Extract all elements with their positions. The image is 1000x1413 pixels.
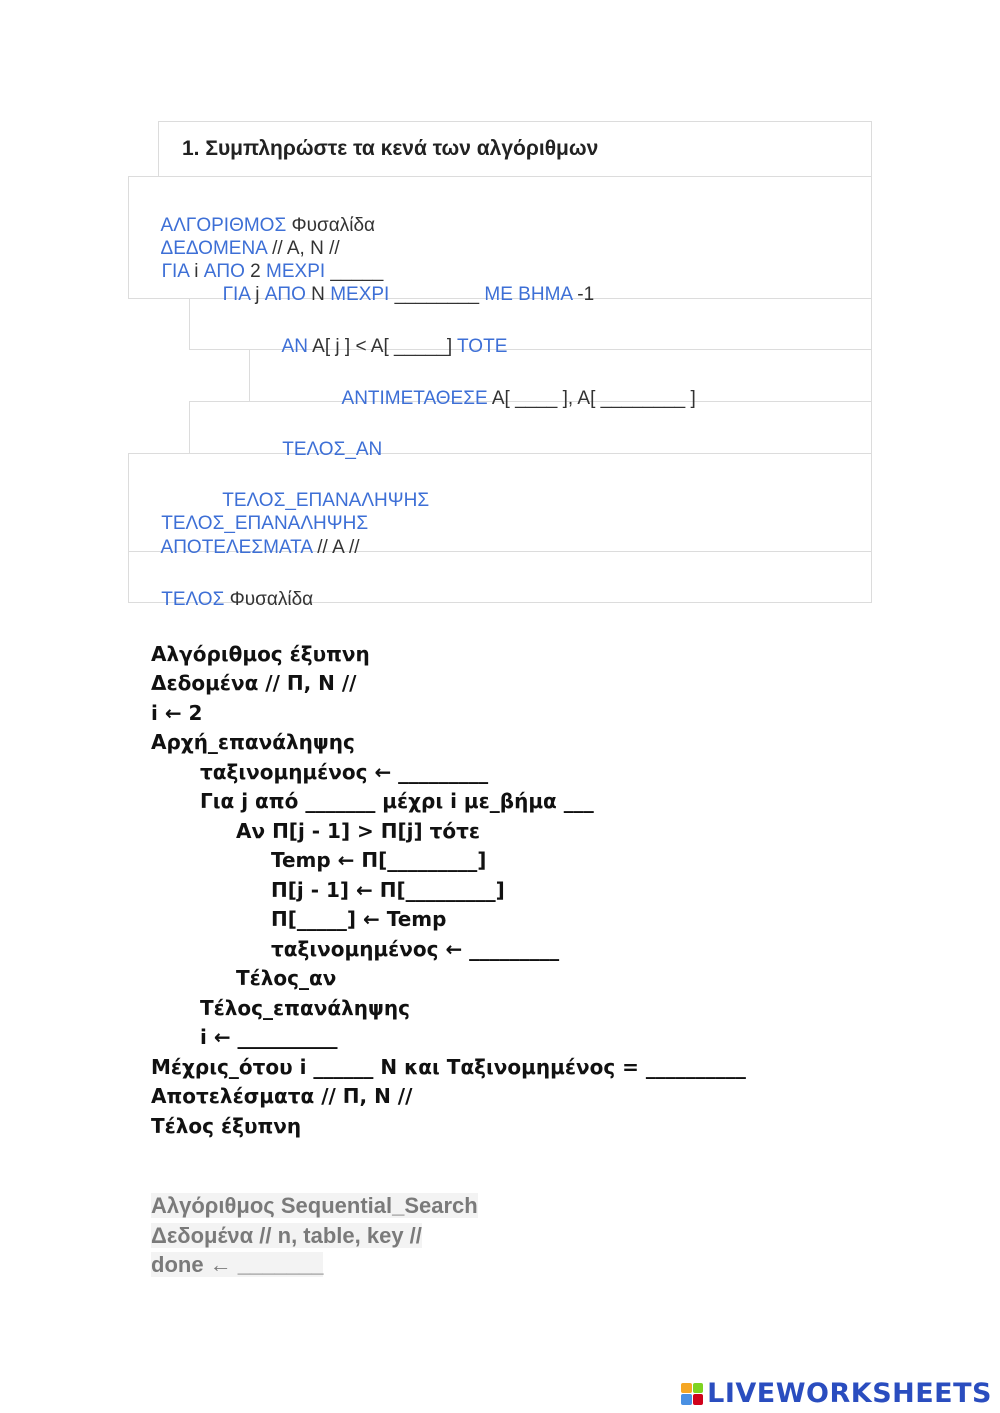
smart-line-14[interactable]: i ← __________ xyxy=(200,1025,338,1049)
bubble-line-3: ΓΙΑ i ΑΠΟ 2 ΜΕΧΡΙ _____ xyxy=(161,261,384,282)
brand-name: LIVEWORKSHEETS xyxy=(707,1378,992,1409)
bubble-line-8: ΤΕΛΟΣ_ΕΠΑΝΑΛΗΨΗΣ xyxy=(222,490,430,511)
search-line-3[interactable]: done ← _______ xyxy=(151,1252,324,1277)
blank-field[interactable]: ________ xyxy=(389,284,485,305)
bubble-line-7: ΤΕΛΟΣ_ΑΝ xyxy=(282,439,383,460)
search-line-1: Αλγόριθμος Sequential_Search xyxy=(151,1193,478,1218)
smart-line-7: Αν Π[j - 1] > Π[j] τότε xyxy=(236,819,481,843)
liveworksheets-icon xyxy=(681,1383,703,1405)
bubble-line-4: ΓΙΑ j ΑΠΟ Ν ΜΕΧΡΙ ________ ΜΕ ΒΗΜΑ -1 xyxy=(222,284,595,305)
liveworksheets-logo xyxy=(681,1378,992,1409)
smart-line-2: Δεδομένα // Π, Ν // xyxy=(151,671,357,695)
bubble-line-6: ΑΝΤΙΜΕΤΑΘΕΣΕ Α[ ____ ], Α[ ________ ] xyxy=(341,388,696,409)
smart-line-1: Αλγόριθμος έξυπνη xyxy=(151,642,370,666)
smart-line-3: i ← 2 xyxy=(151,701,203,725)
bubble-line-2: ΔΕΔΟΜΕΝΑ // Α, Ν // xyxy=(160,238,340,259)
smart-line-9[interactable]: Π[j - 1] ← Π[_________] xyxy=(271,878,505,902)
smart-line-13: Τέλος_επανάληψης xyxy=(200,996,410,1020)
bubble-line-11: ΤΕΛΟΣ Φυσαλίδα xyxy=(161,589,314,610)
blank-field[interactable]: _____ xyxy=(325,261,384,282)
blank-field[interactable]: Α[ j ] < Α[ _____] xyxy=(307,336,458,357)
smart-line-10[interactable]: Π[_____] ← Temp xyxy=(271,907,447,931)
smart-line-12: Τέλος_αν xyxy=(236,966,337,990)
question-title: 1. Συμπληρώστε τα κενά των αλγόριθμων xyxy=(182,137,599,160)
smart-line-5[interactable]: ταξινομημένος ← _________ xyxy=(200,760,489,784)
bubble-line-9: ΤΕΛΟΣ_ΕΠΑΝΑΛΗΨΗΣ xyxy=(161,513,369,534)
smart-line-8[interactable]: Temp ← Π[_________] xyxy=(271,848,487,872)
smart-line-17: Τέλος έξυπνη xyxy=(151,1114,302,1138)
bubble-line-5: ΑΝ Α[ j ] < Α[ _____] ΤΟΤΕ xyxy=(281,336,508,357)
bubble-line-1: ΑΛΓΟΡΙΘΜΟΣ Φυσαλίδα xyxy=(160,215,376,236)
smart-line-16: Αποτελέσματα // Π, Ν // xyxy=(151,1084,413,1108)
smart-line-11[interactable]: ταξινομημένος ← _________ xyxy=(271,937,560,961)
blank-field[interactable]: Α[ ____ ], Α[ ________ ] xyxy=(487,388,696,409)
smart-line-15[interactable]: Μέχρις_ότου i ______ Ν και Ταξινομημένος = __________ xyxy=(151,1055,746,1079)
search-line-2: Δεδομένα // n, table, key // xyxy=(151,1223,422,1248)
bubble-line-10: ΑΠΟΤΕΛΕΣΜΑΤΑ // Α // xyxy=(160,537,360,558)
smart-line-6[interactable]: Για j από _______ μέχρι i με_βήμα ___ xyxy=(200,789,594,813)
smart-line-4: Αρχή_επανάληψης xyxy=(151,730,355,754)
